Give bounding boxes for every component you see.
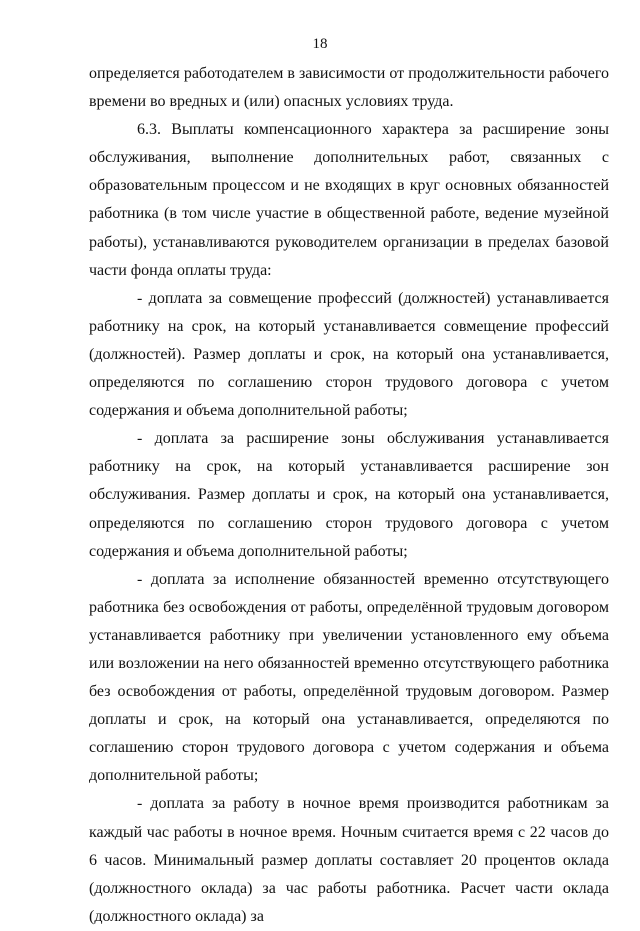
- paragraph-combination-of-professions: - доплата за совмещение профессий (должностей) устанавливается работнику на срок, на который устанавливается совмещение профессий (должностей). Размер доплаты и срок, на который она устанавливается, определяются по соглашению сторон трудового договора с учетом содержания и объема дополнительной работы;: [89, 289, 609, 420]
- paragraph-continuation: определяется работодателем в зависимости от продолжительности рабочего времени во вредных и (или) опасных условиях труда.: [89, 65, 609, 111]
- paragraph-service-zone-extension: - доплата за расширение зоны обслуживания устанавливается работнику на срок, на который устанавливается расширение зон обслуживания. Размер доплаты и срок, на который она устанавливается, определяются по соглашению сторон трудового договора с учетом содержания и объема дополнительной работы;: [89, 430, 609, 560]
- paragraph-night-work: - доплата за работу в ночное время производится работникам за каждый час работы в ночное время. Ночным считается время с 22 часов до 6 часов. Минимальный размер доплаты составляет 20 процентов оклада (должностного оклада) за час работы работника. Расчет части оклада (должностного оклада) за: [89, 795, 609, 925]
- paragraph-section-6-3: 6.3. Выплаты компенсационного характера за расширение зоны обслуживания, выполнение дополнительных работ, связанных с образовательным процессом и не входящих в круг основных обязанностей работника (в том числе участие в общественной работе, ведение музейной работы), устанавливаются руководителем организации в пределах базовой части фонда оплаты труда:: [89, 121, 609, 279]
- document-body: [89, 60, 609, 931]
- paragraph-absent-employee-duties: - доплата за исполнение обязанностей временно отсутствующего работника без освобождения от работы, определённой трудовым договором устанавливается работнику при увеличении установленного ему объема или возложении на него обязанностей временно отсутствующего работника без освобождения от работы, определённой трудовым договором. Размер доплаты и срок, на который она устанавливается, определяются по соглашению сторон трудового договора с учетом содержания и объема дополнительной работы;: [89, 570, 609, 785]
- page-number: 18: [312, 36, 328, 52]
